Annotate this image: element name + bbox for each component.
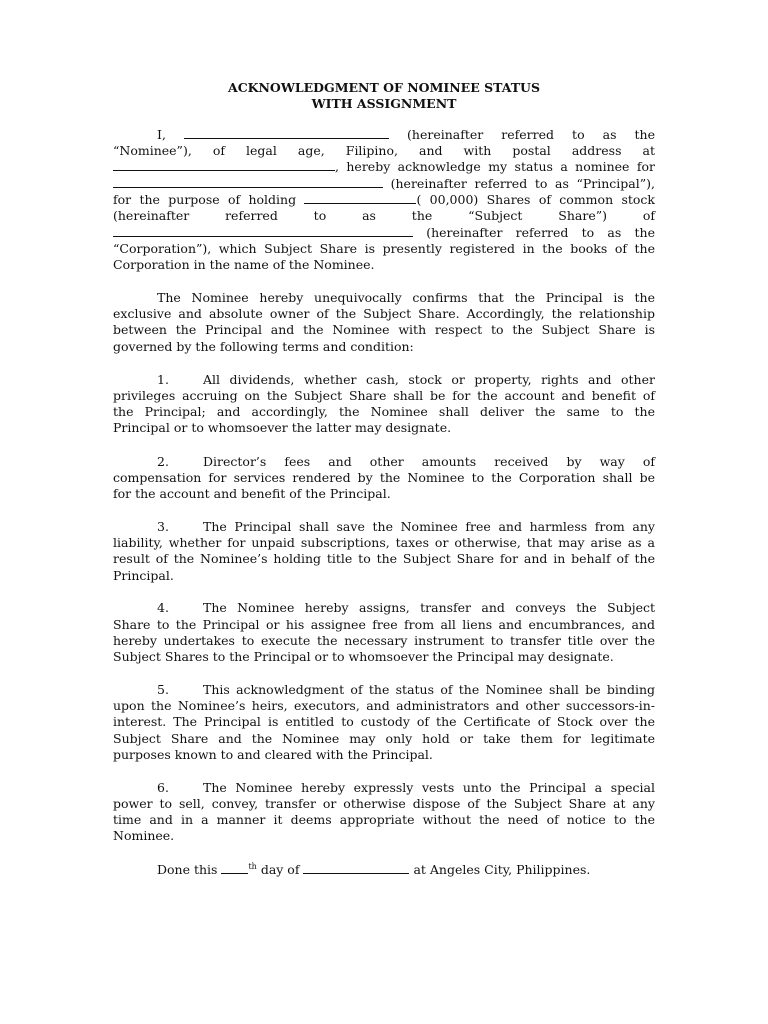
text: (hereinafter referred to as the: [426, 225, 655, 240]
ordinal-suffix: th: [248, 861, 257, 871]
item-number: 3.: [157, 519, 169, 534]
paragraph-1-line-6: (hereinafter referred to as the “Subject Share”) of: [113, 208, 655, 223]
item-5-line-1: [113, 682, 655, 698]
paragraph-2-line-1: The Nominee hereby unequivocally confirms that the Principal is the: [157, 290, 655, 305]
paragraph-2-line-4: governed by the following terms and condition:: [113, 339, 414, 354]
text: (hereinafter referred to as “Principal”),: [390, 176, 655, 191]
principal-name-blank: [113, 176, 383, 188]
done-line: [113, 862, 699, 878]
item-number: 5.: [157, 682, 169, 697]
text: day of: [260, 862, 300, 877]
paragraph-2-line-2: exclusive and absolute owner of the Subject Share. Accordingly, the relationship: [113, 306, 655, 321]
item-1-line-4: Principal or to whomsoever the latter may designate.: [113, 420, 452, 435]
item-2-line-2: compensation for services rendered by the Nominee to the Corporation shall be: [113, 470, 655, 485]
text: for the purpose of holding: [113, 192, 297, 207]
item-number: 6.: [157, 780, 169, 795]
title-line-1: ACKNOWLEDGMENT OF NOMINEE STATUS: [228, 80, 540, 95]
text: Done this: [157, 862, 218, 877]
item-5-line-3: interest. The Principal is entitled to custody of the Certificate of Stock over the: [113, 714, 655, 729]
postal-address-blank: [113, 159, 335, 171]
item-2-line-3: for the account and benefit of the Principal.: [113, 486, 391, 501]
item-4-line-2: Share to the Principal or his assignee free from all liens and encumbrances, and: [113, 617, 655, 632]
month-blank: [303, 862, 409, 874]
text: All dividends, whether cash, stock or property, rights and other: [203, 372, 655, 387]
paragraph-2-line-3: between the Principal and the Nominee with respect to the Subject Share is: [113, 322, 655, 337]
paragraph-1-line-5: [113, 192, 655, 208]
item-1-line-1: [113, 372, 655, 388]
nominee-name-blank: [184, 127, 389, 139]
paragraph-1-line-8: “Corporation”), which Subject Share is presently registered in the books of the: [113, 241, 655, 256]
item-4-line-4: Subject Shares to the Principal or to whomsoever the Principal may designate.: [113, 649, 614, 664]
item-number: 4.: [157, 600, 169, 615]
corporation-name-blank: [113, 225, 413, 237]
title-line-2: WITH ASSIGNMENT: [311, 96, 457, 111]
item-5-line-2: upon the Nominee’s heirs, executors, and administrators and other successors-in-: [113, 698, 655, 713]
item-3-line-2: liability, whether for unpaid subscriptions, taxes or otherwise, that may arise as a: [113, 535, 655, 550]
item-4-line-3: hereby undertakes to execute the necessary instrument to transfer title over the: [113, 633, 655, 648]
text: at Angeles City, Philippines.: [413, 862, 591, 877]
item-3-line-4: Principal.: [113, 568, 174, 583]
paragraph-1-line-9: Corporation in the name of the Nominee.: [113, 257, 375, 272]
item-number: 2.: [157, 454, 169, 469]
text: The Nominee hereby assigns, transfer and conveys the Subject: [203, 600, 655, 615]
text: The Principal shall save the Nominee free and harmless from any: [203, 519, 655, 534]
item-5-line-4: Subject Share and the Nominee may only hold or take them for legitimate: [113, 731, 655, 746]
document-title: [113, 80, 655, 112]
item-6-line-2: power to sell, convey, transfer or otherwise dispose of the Subject Share at any: [113, 796, 655, 811]
text: (hereinafter referred to as the: [407, 127, 656, 142]
item-3-line-3: result of the Nominee’s holding title to the Subject Share for and in behalf of the: [113, 551, 655, 566]
paragraph-1-line-2: “Nominee”), of legal age, Filipino, and with postal address at: [113, 143, 655, 158]
item-5-line-5: purposes known to and cleared with the Principal.: [113, 747, 433, 762]
item-1-line-2: privileges accruing on the Subject Share shall be for the account and benefit of: [113, 388, 655, 403]
text: I,: [157, 127, 166, 142]
paragraph-1-line-1: [113, 127, 655, 143]
item-3-line-1: [113, 519, 655, 535]
item-1-line-3: the Principal; and accordingly, the Nominee shall deliver the same to the: [113, 404, 655, 419]
paragraph-1-line-3: [113, 159, 655, 175]
item-2-line-1: [113, 454, 655, 470]
text: , hereby acknowledge my status a nominee for: [335, 159, 655, 174]
paragraph-1-line-7: [113, 225, 655, 241]
item-6-line-1: [113, 780, 655, 796]
shares-words-blank: [304, 192, 416, 204]
item-6-line-3: time and in a manner it deems appropriate without the need of notice to the: [113, 812, 655, 827]
item-6-line-4: Nominee.: [113, 828, 175, 843]
text: Director’s fees and other amounts received by way of: [203, 454, 655, 469]
text: This acknowledgment of the status of the Nominee shall be binding: [203, 682, 655, 697]
text: ( 00,000) Shares of common stock: [416, 192, 655, 207]
paragraph-1-line-4: [113, 176, 655, 192]
day-blank: [221, 862, 248, 874]
item-number: 1.: [157, 372, 169, 387]
item-4-line-1: [113, 600, 655, 616]
text: The Nominee hereby expressly vests unto the Principal a special: [203, 780, 655, 795]
